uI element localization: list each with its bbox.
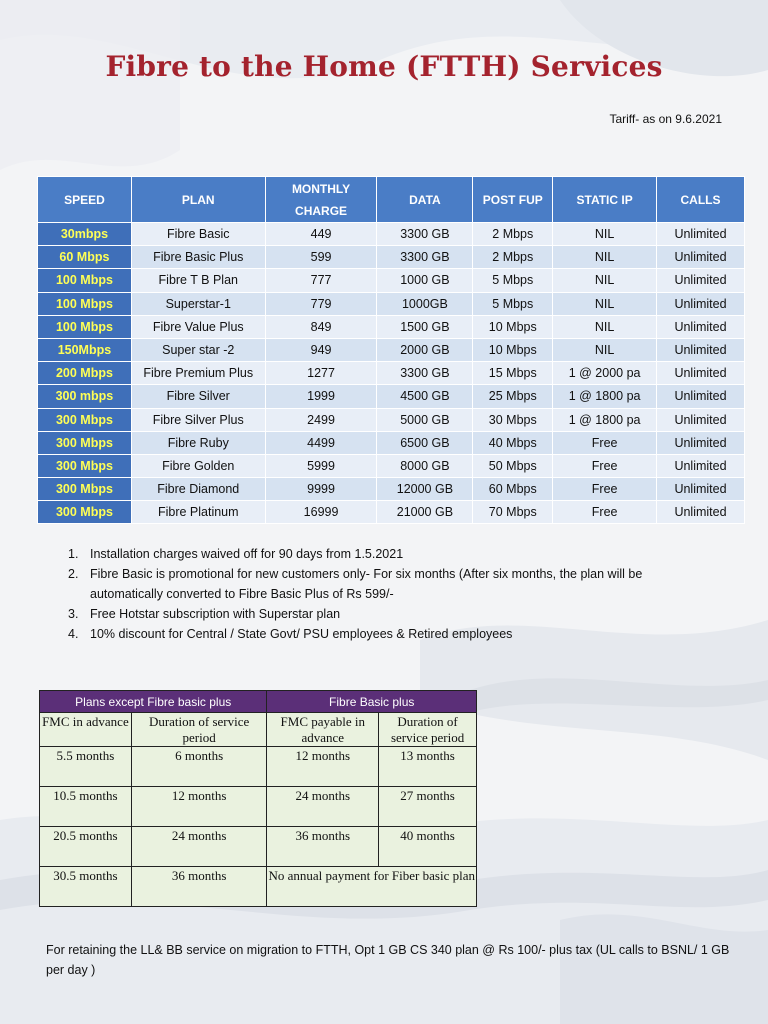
cell-speed: 100 Mbps bbox=[38, 292, 132, 315]
fmc-cell: 5.5 months bbox=[40, 747, 132, 787]
cell-speed: 300 Mbps bbox=[38, 478, 132, 501]
fmc-cell: 36 months bbox=[131, 867, 267, 907]
page-title: Fibre to the Home (FTTH) Services bbox=[105, 50, 663, 83]
cell-data: 6500 GB bbox=[377, 431, 473, 454]
cell-static-ip: 1 @ 1800 pa bbox=[553, 408, 657, 431]
cell-speed: 60 Mbps bbox=[38, 246, 132, 269]
note-text: Free Hotstar subscription with Superstar plan bbox=[90, 607, 341, 621]
plan-row bbox=[38, 454, 745, 477]
plans-table-header bbox=[38, 177, 745, 223]
cell-speed: 300 Mbps bbox=[38, 431, 132, 454]
fmc-cell: 20.5 months bbox=[40, 827, 132, 867]
cell-data: 1500 GB bbox=[377, 315, 473, 338]
cell-data: 3300 GB bbox=[377, 246, 473, 269]
plan-row bbox=[38, 478, 745, 501]
cell-post-fup: 2 Mbps bbox=[473, 223, 553, 246]
cell-monthly-charge: 2499 bbox=[265, 408, 377, 431]
cell-speed: 100 Mbps bbox=[38, 315, 132, 338]
cell-static-ip: Free bbox=[553, 501, 657, 524]
fmc-table bbox=[39, 690, 477, 907]
cell-data: 3300 GB bbox=[377, 362, 473, 385]
cell-monthly-charge: 779 bbox=[265, 292, 377, 315]
cell-data: 3300 GB bbox=[377, 223, 473, 246]
cell-static-ip: 1 @ 2000 pa bbox=[553, 362, 657, 385]
plan-row bbox=[38, 246, 745, 269]
plan-row bbox=[38, 338, 745, 361]
cell-static-ip: 1 @ 1800 pa bbox=[553, 385, 657, 408]
header-calls: CALLS bbox=[657, 177, 745, 223]
cell-calls: Unlimited bbox=[657, 385, 745, 408]
cell-plan: Fibre Golden bbox=[131, 454, 265, 477]
note-item bbox=[68, 624, 708, 644]
fmc-row bbox=[40, 827, 477, 867]
cell-data: 5000 GB bbox=[377, 408, 473, 431]
fmc-group-header bbox=[40, 691, 477, 713]
note-number: 4. bbox=[68, 627, 79, 641]
plan-row bbox=[38, 315, 745, 338]
cell-calls: Unlimited bbox=[657, 408, 745, 431]
note-item bbox=[68, 564, 708, 604]
cell-calls: Unlimited bbox=[657, 501, 745, 524]
cell-static-ip: NIL bbox=[553, 223, 657, 246]
cell-data: 12000 GB bbox=[377, 478, 473, 501]
cell-plan: Super star -2 bbox=[131, 338, 265, 361]
header-data: DATA bbox=[377, 177, 473, 223]
fmc-sub-header-cell: FMC in advance bbox=[40, 713, 132, 747]
header-post-fup: POST FUP bbox=[473, 177, 553, 223]
fmc-cell: 36 months bbox=[267, 827, 379, 867]
fmc-row bbox=[40, 787, 477, 827]
plan-row bbox=[38, 292, 745, 315]
cell-static-ip: NIL bbox=[553, 246, 657, 269]
cell-static-ip: NIL bbox=[553, 269, 657, 292]
cell-monthly-charge: 949 bbox=[265, 338, 377, 361]
cell-plan: Fibre Premium Plus bbox=[131, 362, 265, 385]
cell-static-ip: NIL bbox=[553, 315, 657, 338]
cell-calls: Unlimited bbox=[657, 292, 745, 315]
cell-calls: Unlimited bbox=[657, 362, 745, 385]
header-plan: PLAN bbox=[131, 177, 265, 223]
cell-post-fup: 15 Mbps bbox=[473, 362, 553, 385]
cell-plan: Fibre Diamond bbox=[131, 478, 265, 501]
note-text: 10% discount for Central / State Govt/ PSU employees & Retired employees bbox=[90, 627, 513, 641]
plan-row bbox=[38, 431, 745, 454]
header-speed: SPEED bbox=[38, 177, 132, 223]
cell-speed: 30mbps bbox=[38, 223, 132, 246]
cell-post-fup: 60 Mbps bbox=[473, 478, 553, 501]
cell-speed: 300 Mbps bbox=[38, 501, 132, 524]
fmc-cell: 27 months bbox=[379, 787, 477, 827]
fmc-cell: 24 months bbox=[131, 827, 267, 867]
fmc-cell: 12 months bbox=[131, 787, 267, 827]
cell-speed: 300 mbps bbox=[38, 385, 132, 408]
fmc-header-except-basic-plus: Plans except Fibre basic plus bbox=[40, 691, 267, 713]
cell-plan: Fibre Basic Plus bbox=[131, 246, 265, 269]
plan-row bbox=[38, 362, 745, 385]
fmc-cell-no-annual-payment: No annual payment for Fiber basic plan bbox=[267, 867, 477, 907]
fmc-cell: 12 months bbox=[267, 747, 379, 787]
cell-monthly-charge: 4499 bbox=[265, 431, 377, 454]
cell-calls: Unlimited bbox=[657, 338, 745, 361]
footer-note: For retaining the LL& BB service on migration to FTTH, Opt 1 GB CS 340 plan @ Rs 100/- plus tax (UL calls to BSNL/ 1 GB per day ) bbox=[46, 943, 730, 977]
note-item bbox=[68, 604, 708, 624]
plan-row bbox=[38, 223, 745, 246]
cell-monthly-charge: 599 bbox=[265, 246, 377, 269]
note-number: 3. bbox=[68, 607, 79, 621]
cell-post-fup: 50 Mbps bbox=[473, 454, 553, 477]
cell-plan: Fibre Silver Plus bbox=[131, 408, 265, 431]
cell-monthly-charge: 1277 bbox=[265, 362, 377, 385]
cell-plan: Fibre Ruby bbox=[131, 431, 265, 454]
cell-speed: 100 Mbps bbox=[38, 269, 132, 292]
cell-plan: Fibre Platinum bbox=[131, 501, 265, 524]
fmc-header-basic-plus: Fibre Basic plus bbox=[267, 691, 477, 713]
fmc-cell: 6 months bbox=[131, 747, 267, 787]
cell-calls: Unlimited bbox=[657, 431, 745, 454]
cell-post-fup: 10 Mbps bbox=[473, 315, 553, 338]
plan-row bbox=[38, 269, 745, 292]
cell-post-fup: 25 Mbps bbox=[473, 385, 553, 408]
cell-post-fup: 2 Mbps bbox=[473, 246, 553, 269]
cell-plan: Fibre T B Plan bbox=[131, 269, 265, 292]
cell-speed: 300 Mbps bbox=[38, 408, 132, 431]
fmc-sub-header-cell: FMC payable in advance bbox=[267, 713, 379, 747]
fmc-cell: 13 months bbox=[379, 747, 477, 787]
header-monthly-charge: MONTHLY CHARGE bbox=[265, 177, 377, 223]
plan-row bbox=[38, 385, 745, 408]
cell-calls: Unlimited bbox=[657, 315, 745, 338]
cell-plan: Fibre Silver bbox=[131, 385, 265, 408]
cell-static-ip: Free bbox=[553, 431, 657, 454]
plan-row bbox=[38, 408, 745, 431]
plans-table bbox=[37, 176, 745, 524]
note-text: Fibre Basic is promotional for new customers only- For six months (After six months, the plan will be automatically converted to Fibre Basic Plus of Rs 599/- bbox=[90, 567, 643, 601]
cell-monthly-charge: 16999 bbox=[265, 501, 377, 524]
cell-post-fup: 30 Mbps bbox=[473, 408, 553, 431]
cell-monthly-charge: 449 bbox=[265, 223, 377, 246]
fmc-sub-header-cell: Duration of service period bbox=[131, 713, 267, 747]
cell-speed: 300 Mbps bbox=[38, 454, 132, 477]
cell-calls: Unlimited bbox=[657, 246, 745, 269]
cell-monthly-charge: 777 bbox=[265, 269, 377, 292]
cell-post-fup: 5 Mbps bbox=[473, 292, 553, 315]
cell-plan: Fibre Basic bbox=[131, 223, 265, 246]
cell-plan: Fibre Value Plus bbox=[131, 315, 265, 338]
cell-data: 2000 GB bbox=[377, 338, 473, 361]
cell-plan: Superstar-1 bbox=[131, 292, 265, 315]
cell-monthly-charge: 1999 bbox=[265, 385, 377, 408]
cell-static-ip: Free bbox=[553, 454, 657, 477]
fmc-cell: 40 months bbox=[379, 827, 477, 867]
note-text: Installation charges waived off for 90 days from 1.5.2021 bbox=[90, 547, 404, 561]
cell-static-ip: Free bbox=[553, 478, 657, 501]
cell-calls: Unlimited bbox=[657, 478, 745, 501]
cell-data: 21000 GB bbox=[377, 501, 473, 524]
note-item bbox=[68, 544, 708, 564]
fmc-sub-header-cell: Duration of service period bbox=[379, 713, 477, 747]
fmc-cell: 10.5 months bbox=[40, 787, 132, 827]
note-number: 2. bbox=[68, 567, 79, 581]
cell-static-ip: NIL bbox=[553, 292, 657, 315]
cell-post-fup: 40 Mbps bbox=[473, 431, 553, 454]
header-static-ip: STATIC IP bbox=[553, 177, 657, 223]
cell-monthly-charge: 9999 bbox=[265, 478, 377, 501]
cell-post-fup: 70 Mbps bbox=[473, 501, 553, 524]
cell-post-fup: 5 Mbps bbox=[473, 269, 553, 292]
cell-calls: Unlimited bbox=[657, 454, 745, 477]
cell-static-ip: NIL bbox=[553, 338, 657, 361]
cell-post-fup: 10 Mbps bbox=[473, 338, 553, 361]
cell-monthly-charge: 5999 bbox=[265, 454, 377, 477]
cell-data: 1000 GB bbox=[377, 269, 473, 292]
tariff-date: Tariff- as on 9.6.2021 bbox=[609, 112, 722, 126]
cell-data: 8000 GB bbox=[377, 454, 473, 477]
cell-speed: 150Mbps bbox=[38, 338, 132, 361]
cell-data: 4500 GB bbox=[377, 385, 473, 408]
cell-speed: 200 Mbps bbox=[38, 362, 132, 385]
fmc-sub-header bbox=[40, 713, 477, 747]
notes-list bbox=[68, 544, 708, 644]
fmc-cell: 30.5 months bbox=[40, 867, 132, 907]
fmc-row bbox=[40, 867, 477, 907]
cell-calls: Unlimited bbox=[657, 223, 745, 246]
fmc-row bbox=[40, 747, 477, 787]
fmc-cell: 24 months bbox=[267, 787, 379, 827]
cell-data: 1000GB bbox=[377, 292, 473, 315]
cell-calls: Unlimited bbox=[657, 269, 745, 292]
note-number: 1. bbox=[68, 547, 79, 561]
cell-monthly-charge: 849 bbox=[265, 315, 377, 338]
plan-row bbox=[38, 501, 745, 524]
